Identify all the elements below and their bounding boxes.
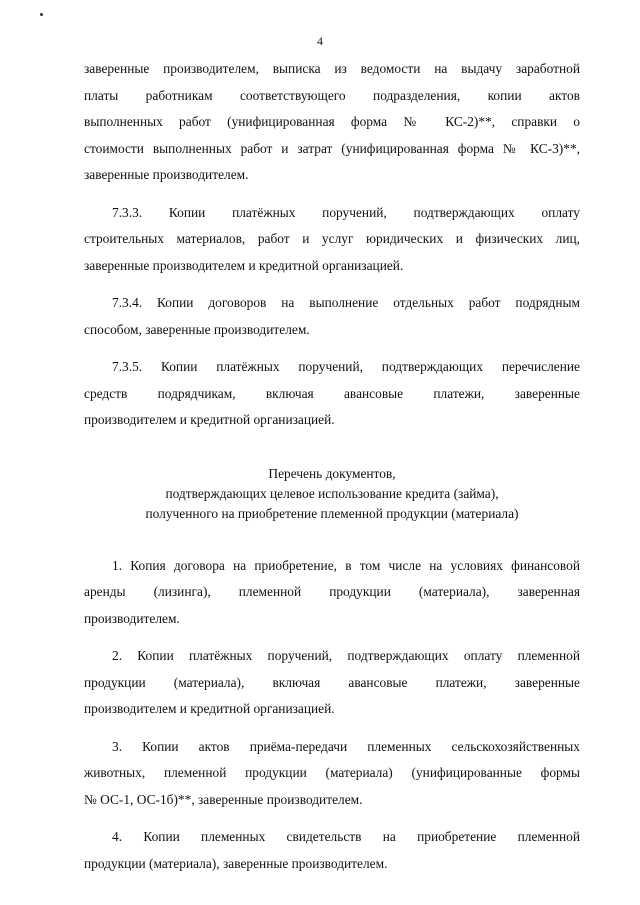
text-line: производителем.: [84, 610, 180, 626]
paragraph-gap: [84, 343, 580, 354]
text-line: 3. Копии актов приёма-передачи племенных сельскохозяйственных: [112, 738, 580, 754]
text-line: производителем и кредитной организацией.: [84, 701, 335, 716]
text-line: животных, племенной продукции (материала) (унифицированные формы: [84, 765, 580, 780]
text-line: выполненных работ (унифицированная форма № КС-2)**, справки о: [84, 114, 580, 129]
page-number: 4: [317, 34, 323, 48]
paragraph-gap: [84, 279, 580, 290]
lower-block: [84, 553, 580, 878]
text-line: 7.3.3. Копии платёжных поручений, подтверждающих оплату: [112, 204, 580, 220]
heading-line: Перечень документов,: [268, 465, 396, 481]
text-line: способом, заверенные производителем.: [84, 321, 310, 337]
heading-line: полученного на приобретение племенной продукции (материала): [145, 505, 519, 521]
paragraph-gap: [84, 723, 580, 734]
text-line: продукции (материала), заверенные производителем.: [84, 855, 388, 871]
text-line: заверенные производителем и кредитной организацией.: [84, 257, 404, 273]
list-heading: [84, 464, 580, 524]
text-line: 1. Копия договора на приобретение, в том числе на условиях финансовой: [112, 557, 580, 573]
text-line: № ОС-1, ОС-1б)**, заверенные производителем.: [84, 791, 363, 807]
text-line: 4. Копии племенных свидетельств на приобретение племенной: [112, 829, 580, 844]
text-line: аренды (лизинга), племенной продукции (материала), заверенная: [84, 584, 580, 599]
text-line: производителем и кредитной организацией.: [84, 412, 335, 427]
text-line: средств подрядчикам, включая авансовые платежи, заверенные: [84, 385, 580, 401]
scan-dot: [40, 13, 43, 16]
text-line: строительных материалов, работ и услуг юридических и физических лиц,: [84, 231, 580, 246]
paragraph-gap: [84, 189, 580, 200]
heading-line: подтверждающих целевое использование кредита (займа),: [165, 485, 499, 501]
text-line: заверенные производителем, выписка из ведомости на выдачу заработной: [84, 61, 580, 76]
text-line: заверенные производителем.: [84, 167, 249, 182]
text-line: 2. Копии платёжных поручений, подтверждающих оплату племенной: [112, 648, 580, 663]
text-line: 7.3.5. Копии платёжных поручений, подтверждающих перечисление: [112, 359, 580, 374]
text-line: 7.3.4. Копии договоров на выполнение отдельных работ подрядным: [112, 295, 580, 310]
text-line: стоимости выполненных работ и затрат (унифицированная форма № КС-3)**,: [84, 140, 580, 156]
upper-block: [84, 56, 580, 434]
text-line: платы работникам соответствующего подразделения, копии актов: [84, 87, 580, 103]
paragraph-gap: [84, 632, 580, 643]
paragraph-gap: [84, 813, 580, 824]
text-line: продукции (материала), включая авансовые платежи, заверенные: [84, 674, 580, 690]
document-body: [84, 56, 580, 877]
